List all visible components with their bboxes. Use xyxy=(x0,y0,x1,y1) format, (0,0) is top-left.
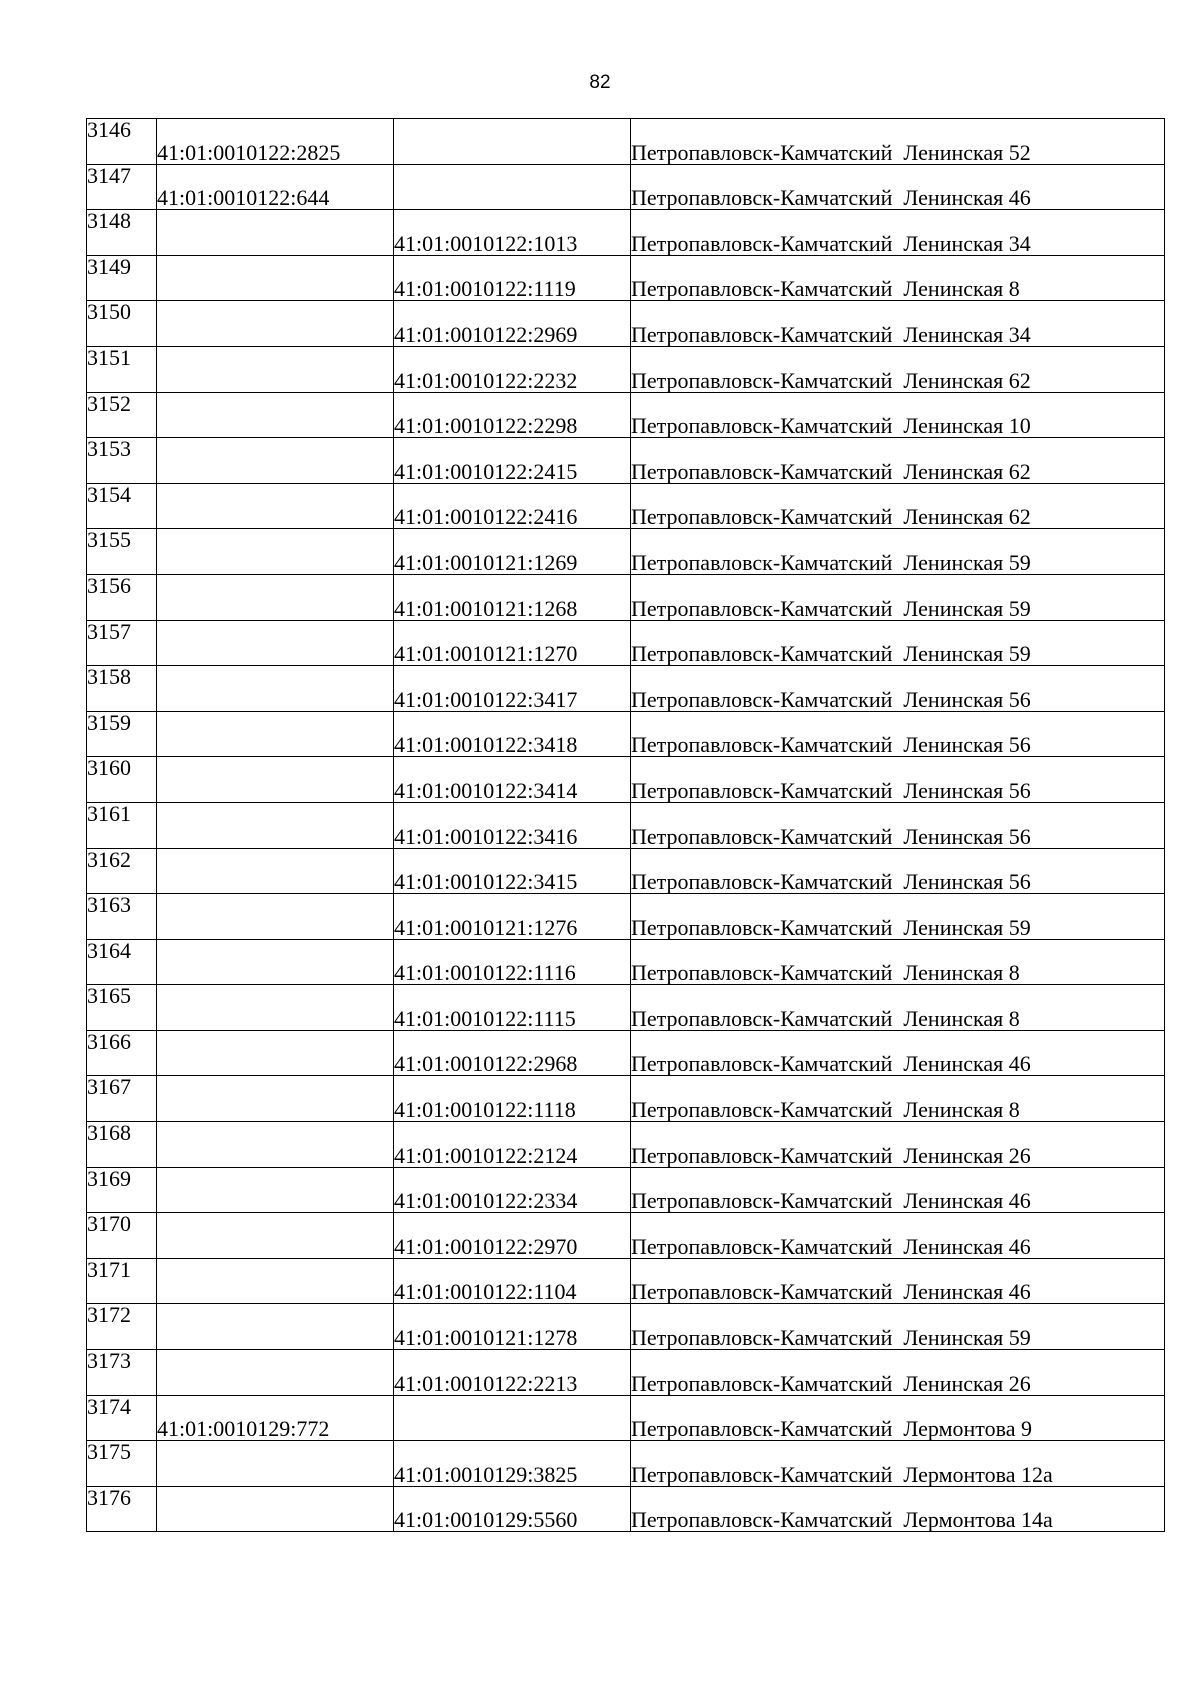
table-row xyxy=(87,574,1165,620)
row-number-cell: 3148 xyxy=(87,210,157,256)
cadastral-number-b-cell: 41:01:0010122:2232 xyxy=(394,346,631,392)
address-cell: Петропавловск-Камчатский Ленинская 46 xyxy=(631,1213,1165,1259)
cadastral-number-b-cell: 41:01:0010122:2415 xyxy=(394,438,631,484)
address-cell: Петропавловск-Камчатский Ленинская 62 xyxy=(631,438,1165,484)
row-number-cell: 3156 xyxy=(87,574,157,620)
table-row xyxy=(87,1395,1165,1441)
row-number-cell: 3172 xyxy=(87,1304,157,1350)
address-cell: Петропавловск-Камчатский Лермонтова 12а xyxy=(631,1441,1165,1487)
cadastral-number-a-cell xyxy=(157,1441,394,1487)
cadastral-number-a-cell xyxy=(157,894,394,940)
row-number-cell: 3157 xyxy=(87,620,157,666)
address-cell: Петропавловск-Камчатский Ленинская 62 xyxy=(631,483,1165,529)
row-number-cell: 3167 xyxy=(87,1076,157,1122)
address-cell: Петропавловск-Камчатский Ленинская 26 xyxy=(631,1350,1165,1396)
cadastral-number-a-cell xyxy=(157,1258,394,1304)
cadastral-number-a-cell xyxy=(157,1076,394,1122)
cadastral-number-a-cell xyxy=(157,620,394,666)
table-row xyxy=(87,802,1165,848)
cadastral-number-a-cell: 41:01:0010122:2825 xyxy=(157,119,394,165)
cadastral-number-a-cell xyxy=(157,848,394,894)
cadastral-number-a-cell xyxy=(157,666,394,712)
cadastral-number-a-cell xyxy=(157,255,394,301)
cadastral-number-a-cell: 41:01:0010122:644 xyxy=(157,164,394,210)
row-number-cell: 3170 xyxy=(87,1213,157,1259)
table-row xyxy=(87,119,1165,165)
cadastral-number-b-cell: 41:01:0010121:1278 xyxy=(394,1304,631,1350)
cadastral-number-a-cell xyxy=(157,802,394,848)
address-cell: Петропавловск-Камчатский Ленинская 46 xyxy=(631,1167,1165,1213)
table-row xyxy=(87,1030,1165,1076)
row-number-cell: 3175 xyxy=(87,1441,157,1487)
address-cell: Петропавловск-Камчатский Ленинская 59 xyxy=(631,1304,1165,1350)
cadastral-number-b-cell: 41:01:0010121:1276 xyxy=(394,894,631,940)
table-row xyxy=(87,939,1165,985)
row-number-cell: 3162 xyxy=(87,848,157,894)
table-row xyxy=(87,1167,1165,1213)
row-number-cell: 3155 xyxy=(87,529,157,575)
cadastral-registry-table xyxy=(86,118,1165,1532)
address-cell: Петропавловск-Камчатский Ленинская 34 xyxy=(631,301,1165,347)
cadastral-number-b-cell xyxy=(394,164,631,210)
address-cell: Петропавловск-Камчатский Ленинская 46 xyxy=(631,1258,1165,1304)
address-cell: Петропавловск-Камчатский Ленинская 8 xyxy=(631,255,1165,301)
cadastral-number-a-cell xyxy=(157,438,394,484)
address-cell: Петропавловск-Камчатский Ленинская 59 xyxy=(631,529,1165,575)
cadastral-number-b-cell: 41:01:0010122:1116 xyxy=(394,939,631,985)
cadastral-number-b-cell: 41:01:0010122:3414 xyxy=(394,757,631,803)
row-number-cell: 3147 xyxy=(87,164,157,210)
address-cell: Петропавловск-Камчатский Ленинская 8 xyxy=(631,985,1165,1031)
row-number-cell: 3168 xyxy=(87,1122,157,1168)
cadastral-number-a-cell xyxy=(157,711,394,757)
cadastral-number-b-cell: 41:01:0010122:3417 xyxy=(394,666,631,712)
table-row xyxy=(87,1258,1165,1304)
cadastral-number-a-cell: 41:01:0010129:772 xyxy=(157,1395,394,1441)
row-number-cell: 3150 xyxy=(87,301,157,347)
row-number-cell: 3169 xyxy=(87,1167,157,1213)
address-cell: Петропавловск-Камчатский Ленинская 52 xyxy=(631,119,1165,165)
table-row xyxy=(87,438,1165,484)
cadastral-number-b-cell: 41:01:0010122:2213 xyxy=(394,1350,631,1396)
row-number-cell: 3166 xyxy=(87,1030,157,1076)
cadastral-number-b-cell: 41:01:0010122:2970 xyxy=(394,1213,631,1259)
row-number-cell: 3171 xyxy=(87,1258,157,1304)
table-row xyxy=(87,301,1165,347)
table-row xyxy=(87,894,1165,940)
row-number-cell: 3159 xyxy=(87,711,157,757)
address-cell: Петропавловск-Камчатский Ленинская 59 xyxy=(631,574,1165,620)
row-number-cell: 3174 xyxy=(87,1395,157,1441)
registry-body xyxy=(87,119,1165,1532)
table-row xyxy=(87,483,1165,529)
row-number-cell: 3152 xyxy=(87,392,157,438)
table-row xyxy=(87,848,1165,894)
address-cell: Петропавловск-Камчатский Ленинская 56 xyxy=(631,711,1165,757)
cadastral-number-a-cell xyxy=(157,1304,394,1350)
table-row xyxy=(87,255,1165,301)
address-cell: Петропавловск-Камчатский Ленинская 10 xyxy=(631,392,1165,438)
table-row xyxy=(87,210,1165,256)
row-number-cell: 3165 xyxy=(87,985,157,1031)
address-cell: Петропавловск-Камчатский Ленинская 62 xyxy=(631,346,1165,392)
row-number-cell: 3160 xyxy=(87,757,157,803)
table-row xyxy=(87,346,1165,392)
row-number-cell: 3151 xyxy=(87,346,157,392)
cadastral-number-b-cell: 41:01:0010122:2969 xyxy=(394,301,631,347)
table-row xyxy=(87,1350,1165,1396)
table-row xyxy=(87,1213,1165,1259)
row-number-cell: 3161 xyxy=(87,802,157,848)
cadastral-number-b-cell: 41:01:0010122:3418 xyxy=(394,711,631,757)
row-number-cell: 3164 xyxy=(87,939,157,985)
table-row xyxy=(87,985,1165,1031)
address-cell: Петропавловск-Камчатский Ленинская 59 xyxy=(631,894,1165,940)
cadastral-number-b-cell xyxy=(394,1395,631,1441)
cadastral-number-a-cell xyxy=(157,1213,394,1259)
cadastral-number-b-cell: 41:01:0010122:3416 xyxy=(394,802,631,848)
row-number-cell: 3163 xyxy=(87,894,157,940)
cadastral-number-a-cell xyxy=(157,985,394,1031)
table-row xyxy=(87,392,1165,438)
row-number-cell: 3149 xyxy=(87,255,157,301)
table-row xyxy=(87,1076,1165,1122)
cadastral-number-a-cell xyxy=(157,210,394,256)
cadastral-number-b-cell: 41:01:0010121:1269 xyxy=(394,529,631,575)
address-cell: Петропавловск-Камчатский Ленинская 56 xyxy=(631,757,1165,803)
address-cell: Петропавловск-Камчатский Ленинская 56 xyxy=(631,848,1165,894)
address-cell: Петропавловск-Камчатский Ленинская 34 xyxy=(631,210,1165,256)
row-number-cell: 3146 xyxy=(87,119,157,165)
cadastral-number-a-cell xyxy=(157,483,394,529)
row-number-cell: 3158 xyxy=(87,666,157,712)
cadastral-number-b-cell: 41:01:0010122:2416 xyxy=(394,483,631,529)
cadastral-number-a-cell xyxy=(157,529,394,575)
table-row xyxy=(87,1304,1165,1350)
table-row xyxy=(87,164,1165,210)
cadastral-number-b-cell: 41:01:0010121:1270 xyxy=(394,620,631,666)
cadastral-number-a-cell xyxy=(157,301,394,347)
cadastral-number-a-cell xyxy=(157,392,394,438)
address-cell: Петропавловск-Камчатский Ленинская 56 xyxy=(631,802,1165,848)
cadastral-number-a-cell xyxy=(157,574,394,620)
row-number-cell: 3154 xyxy=(87,483,157,529)
row-number-cell: 3176 xyxy=(87,1486,157,1532)
address-cell: Петропавловск-Камчатский Ленинская 59 xyxy=(631,620,1165,666)
table-row xyxy=(87,711,1165,757)
cadastral-number-b-cell: 41:01:0010122:1104 xyxy=(394,1258,631,1304)
table-row xyxy=(87,1486,1165,1532)
cadastral-number-b-cell: 41:01:0010122:2298 xyxy=(394,392,631,438)
row-number-cell: 3153 xyxy=(87,438,157,484)
cadastral-number-b-cell: 41:01:0010122:2334 xyxy=(394,1167,631,1213)
address-cell: Петропавловск-Камчатский Лермонтова 14а xyxy=(631,1486,1165,1532)
cadastral-number-b-cell: 41:01:0010122:2124 xyxy=(394,1122,631,1168)
cadastral-number-a-cell xyxy=(157,1350,394,1396)
table-row xyxy=(87,1122,1165,1168)
table-row xyxy=(87,1441,1165,1487)
address-cell: Петропавловск-Камчатский Лермонтова 9 xyxy=(631,1395,1165,1441)
cadastral-number-a-cell xyxy=(157,346,394,392)
table-row xyxy=(87,529,1165,575)
cadastral-number-b-cell: 41:01:0010121:1268 xyxy=(394,574,631,620)
cadastral-number-b-cell: 41:01:0010122:1115 xyxy=(394,985,631,1031)
cadastral-number-b-cell: 41:01:0010122:3415 xyxy=(394,848,631,894)
cadastral-number-b-cell: 41:01:0010122:1119 xyxy=(394,255,631,301)
cadastral-number-a-cell xyxy=(157,1122,394,1168)
table-row xyxy=(87,666,1165,712)
page-number: 82 xyxy=(589,72,611,93)
cadastral-number-b-cell: 41:01:0010122:1118 xyxy=(394,1076,631,1122)
cadastral-number-b-cell: 41:01:0010129:3825 xyxy=(394,1441,631,1487)
address-cell: Петропавловск-Камчатский Ленинская 46 xyxy=(631,1030,1165,1076)
address-cell: Петропавловск-Камчатский Ленинская 8 xyxy=(631,1076,1165,1122)
cadastral-number-b-cell: 41:01:0010129:5560 xyxy=(394,1486,631,1532)
table-row xyxy=(87,620,1165,666)
address-cell: Петропавловск-Камчатский Ленинская 46 xyxy=(631,164,1165,210)
cadastral-number-a-cell xyxy=(157,939,394,985)
cadastral-number-b-cell: 41:01:0010122:2968 xyxy=(394,1030,631,1076)
cadastral-number-b-cell: 41:01:0010122:1013 xyxy=(394,210,631,256)
cadastral-number-a-cell xyxy=(157,757,394,803)
address-cell: Петропавловск-Камчатский Ленинская 26 xyxy=(631,1122,1165,1168)
cadastral-number-a-cell xyxy=(157,1486,394,1532)
cadastral-number-a-cell xyxy=(157,1030,394,1076)
address-cell: Петропавловск-Камчатский Ленинская 56 xyxy=(631,666,1165,712)
address-cell: Петропавловск-Камчатский Ленинская 8 xyxy=(631,939,1165,985)
table-row xyxy=(87,757,1165,803)
cadastral-number-b-cell xyxy=(394,119,631,165)
cadastral-number-a-cell xyxy=(157,1167,394,1213)
row-number-cell: 3173 xyxy=(87,1350,157,1396)
